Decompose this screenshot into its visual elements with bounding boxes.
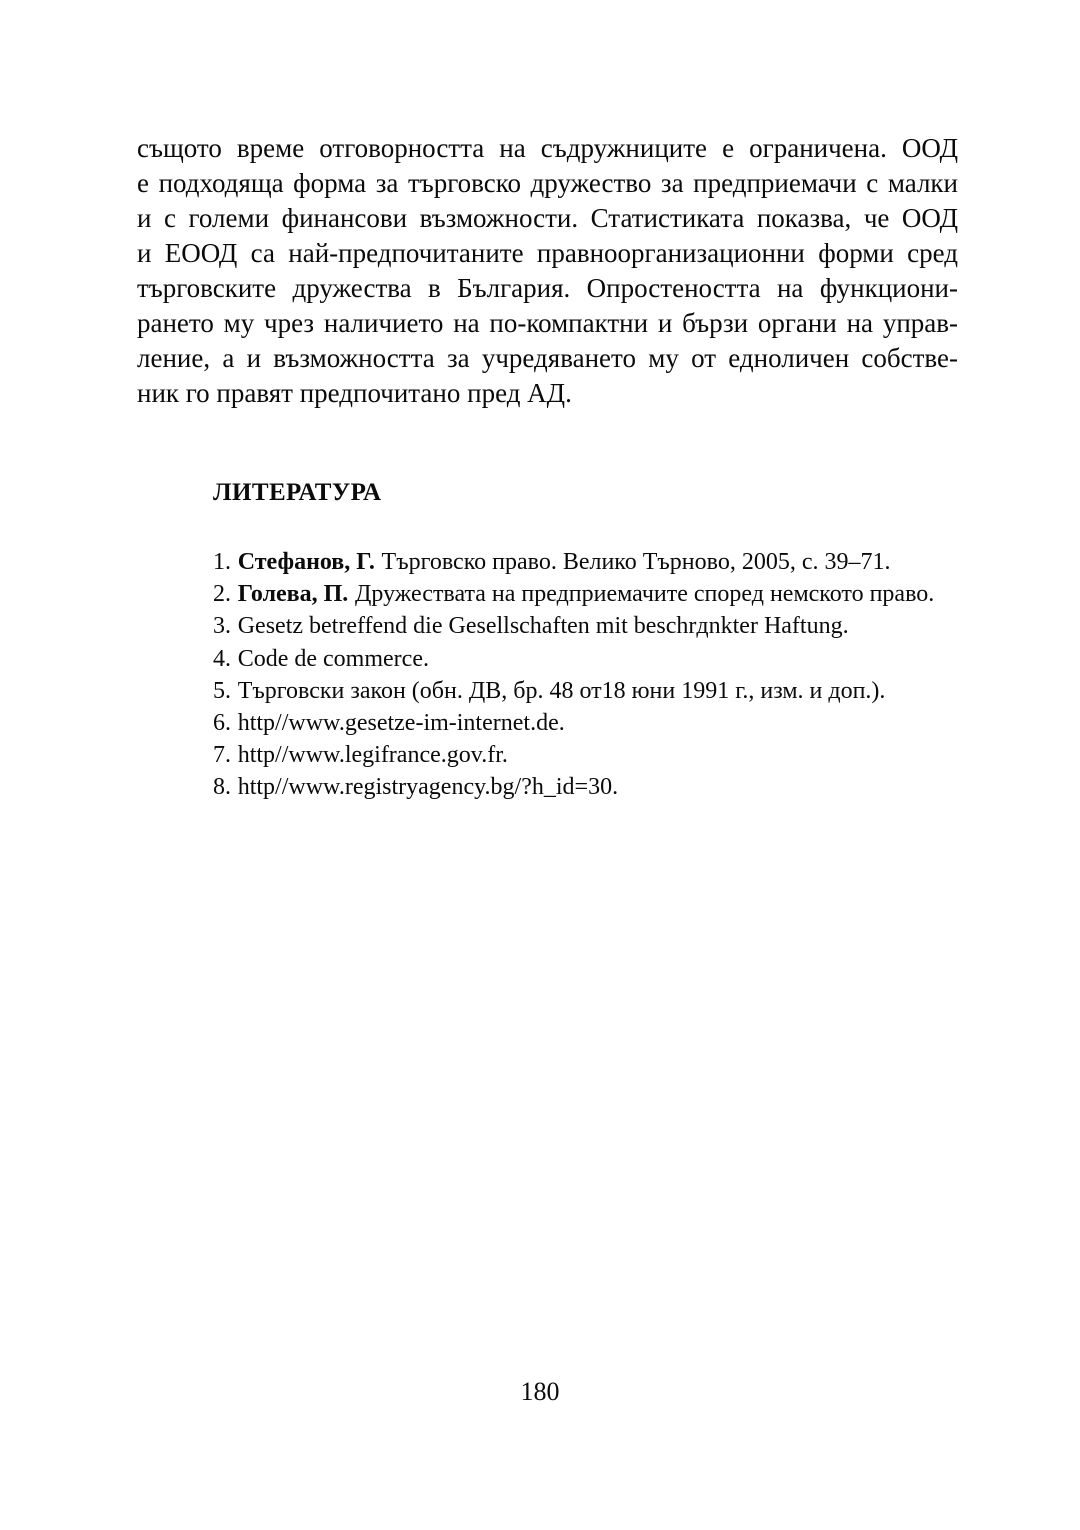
reference-text: http//www.registryagency.bg/?h_id=30. [237,774,619,801]
paragraph-line: ник го правят предпочитано пред АД. [137,378,572,408]
reference-text: http//www.gesetze-im-internet.de. [237,710,565,737]
reference-number: 2. [213,581,231,608]
body-paragraph [137,131,958,411]
paragraph-line: търговските дружества в България. Опростеността на функциони- [137,273,958,303]
reference-number: 8. [213,774,231,801]
reference-number: 6. [213,710,231,737]
reference-item [213,610,934,642]
reference-item [213,739,934,771]
reference-text: Gesetz betreffend die Gesellschaften mit beschrдnkter Haftung. [237,613,849,640]
reference-text: Търговско право. Велико Търново, 2005, с. 39–71. [381,549,891,575]
reference-text: Търговски закон (обн. ДВ, бр. 48 от18 юни 1991 г., изм. и доп.). [237,677,886,704]
paragraph-line: рането му чрез наличието на по-компактни и бързи органи на управ- [137,308,958,338]
reference-item [213,707,934,739]
reference-item [213,675,934,707]
paragraph-line: и с големи финансови възможности. Статистиката показва, че ООД [137,203,958,233]
reference-author: Стефанов, Г. [237,549,375,575]
paragraph-line: и ЕООД са най-предпочитаните правноорганизационни форми сред [137,238,958,268]
reference-item [213,546,934,578]
reference-number: 5. [213,677,231,704]
reference-text: Code de commerce. [237,645,429,672]
page-number: 180 [520,1377,560,1406]
reference-item [213,578,934,610]
paragraph-line: същото време отговорността на съдружниците е ограничена. ООД [137,133,958,163]
reference-number: 4. [213,645,231,672]
reference-text: Дружествата на предприемачите според немското право. [355,581,935,608]
paragraph-line: е подходяща форма за търговско дружество за предприемачи с малки [137,168,958,198]
reference-author: Голева, П. [237,581,349,608]
paragraph-line: ление, а и възможността за учредяването му от едноличен собстве- [137,343,958,373]
reference-text: http//www.legifrance.gov.fr. [237,742,508,769]
reference-number: 7. [213,742,231,769]
reference-number: 1. [213,549,231,575]
reference-item [213,643,934,675]
reference-item [213,771,934,803]
reference-list [213,546,934,804]
reference-number: 3. [213,613,231,640]
section-heading: ЛИТЕРАТУРА [213,479,382,506]
